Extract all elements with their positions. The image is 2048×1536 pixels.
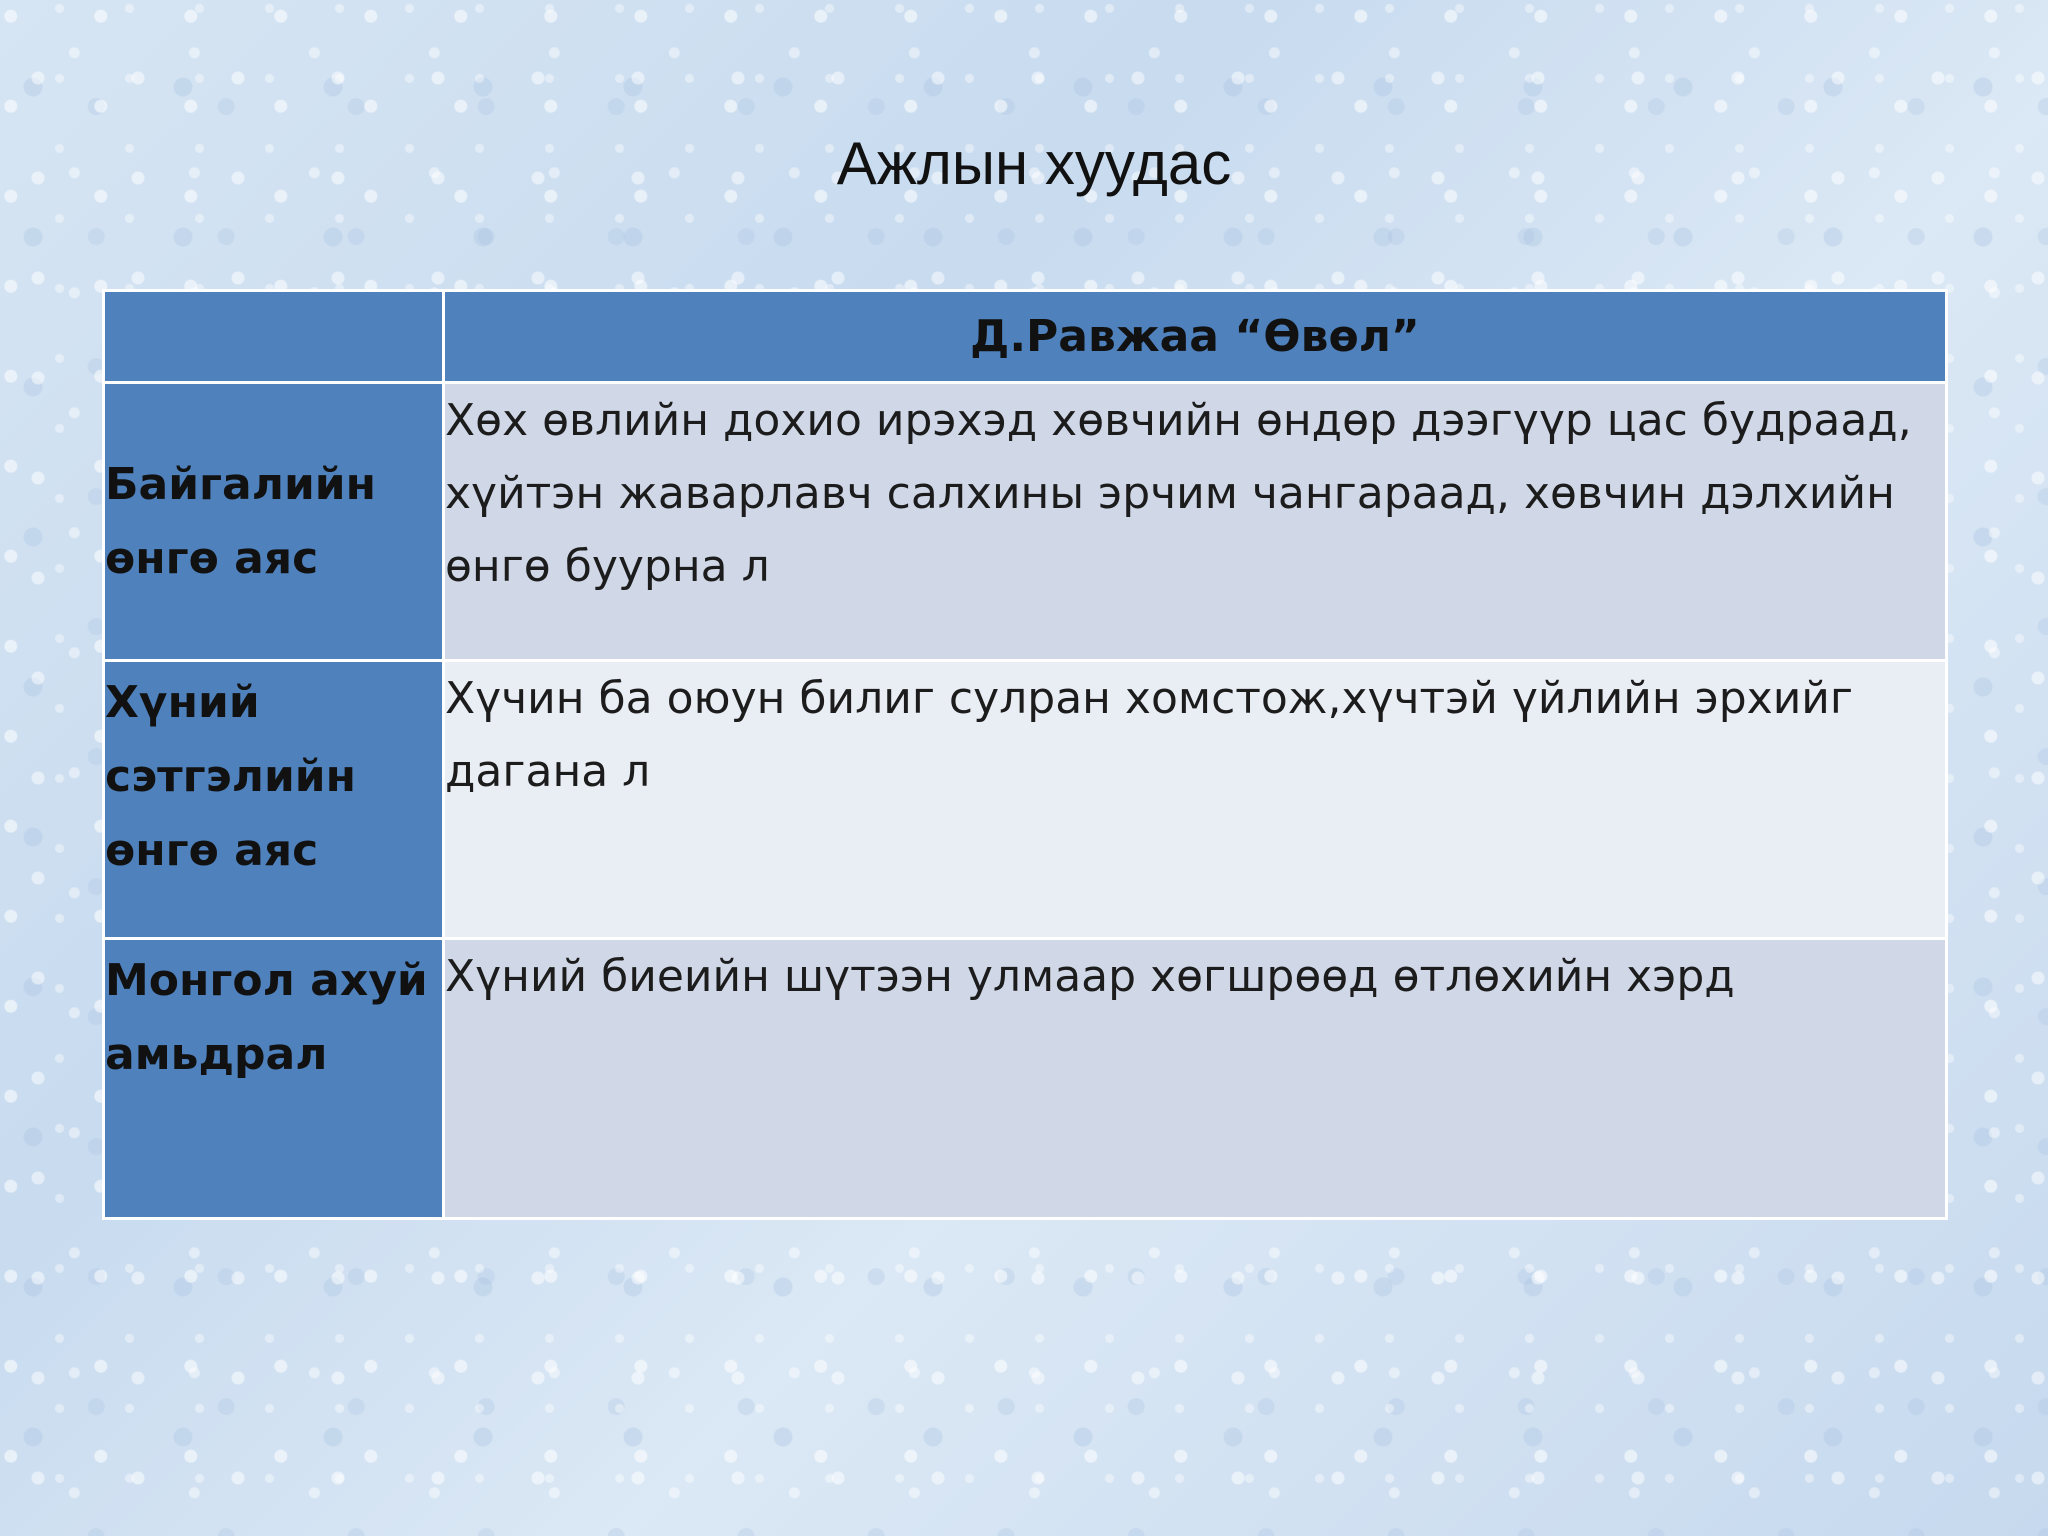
table-row — [104, 661, 1947, 939]
row-text-mongol-life: Хүний биеийн шүтээн улмаар хөгшрөөд өтлөхийн хэрд — [444, 939, 1947, 1219]
page-title: Ажлын хуудас — [836, 130, 1232, 197]
row-text-nature: Хөх өвлийн дохио ирэхэд хөвчийн өндөр дээгүүр цас будраад, хүйтэн жаварлавч салхины эрчим чангараад, хөвчин дэлхийн өнгө буурна л — [444, 383, 1947, 661]
row-text-human-mood: Хүчин ба оюун билиг сулран хомстож,хүчтэй үйлийн эрхийг дагана л — [444, 661, 1947, 939]
row-label-nature: Байгалийн өнгө аяс — [104, 383, 444, 661]
row-label-human-mood: Хүний сэтгэлийн өнгө аяс — [104, 661, 444, 939]
table-row — [104, 939, 1947, 1219]
worksheet-table — [102, 289, 1948, 1220]
table-header-row — [104, 291, 1947, 383]
table-header-title: Д.Равжаа “Өвөл” — [444, 291, 1947, 383]
table-row — [104, 383, 1947, 661]
row-label-mongol-life: Монгол ахуй амьдрал — [104, 939, 444, 1219]
table-header-corner — [104, 291, 444, 383]
